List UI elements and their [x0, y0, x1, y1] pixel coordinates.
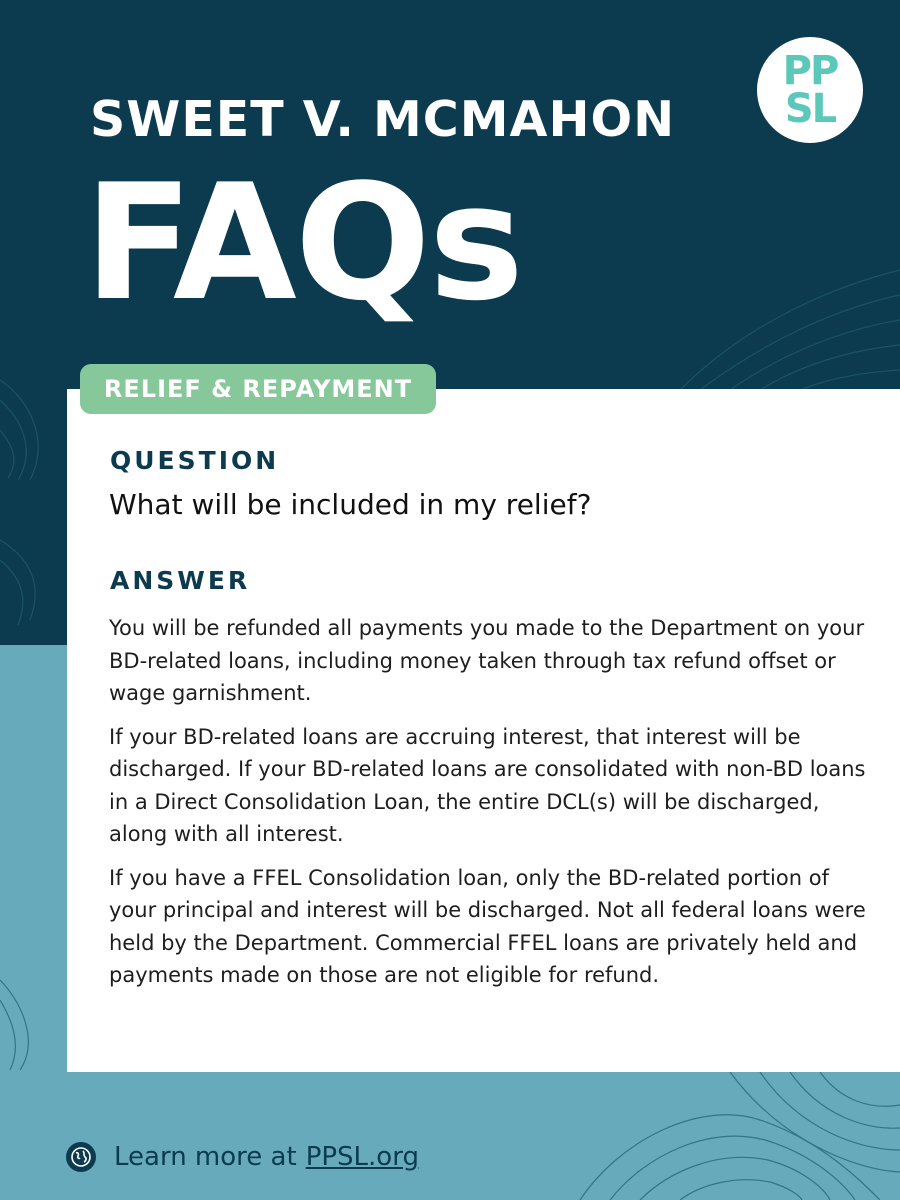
logo-text-bottom: SL — [784, 86, 836, 132]
ppsl-logo — [753, 33, 867, 147]
answer-paragraph: If you have a FFEL Consolidation loan, only the BD-related portion of your principal and interest will be discharged. Not all federal loans were held by the Department. Commercial FFEL loans are privately held and payments made on those are not eligible for refund. — [109, 865, 866, 987]
logo-mark — [766, 46, 854, 134]
category-badge: RELIEF & REPAYMENT — [80, 364, 436, 414]
case-title: SWEET V. MCMAHON — [90, 91, 676, 148]
logo-ring — [757, 37, 863, 143]
footer — [66, 1138, 419, 1176]
answer-paragraph: You will be refunded all payments you made to the Department on your BD-related loans, including money taken through tax refund offset or wage garnishment. — [109, 616, 865, 705]
globe-icon — [66, 1142, 96, 1172]
answer-label: ANSWER — [110, 566, 251, 595]
logo-text-top: PP — [782, 48, 838, 94]
question-label: QUESTION — [110, 446, 280, 475]
question-text: What will be included in my relief? — [109, 488, 592, 521]
answer-body — [109, 612, 869, 1003]
page-title: FAQs — [84, 149, 523, 336]
footer-text: Learn more at — [114, 1142, 297, 1172]
ppsl-link[interactable]: PPSL.org — [305, 1142, 419, 1172]
answer-paragraph: If your BD-related loans are accruing interest, that interest will be discharged. If your BD-related loans are consolidated with non-BD loans in a Direct Consolidation Loan, the entire DCL(s) will be discharged, along with all interest. — [109, 724, 866, 846]
